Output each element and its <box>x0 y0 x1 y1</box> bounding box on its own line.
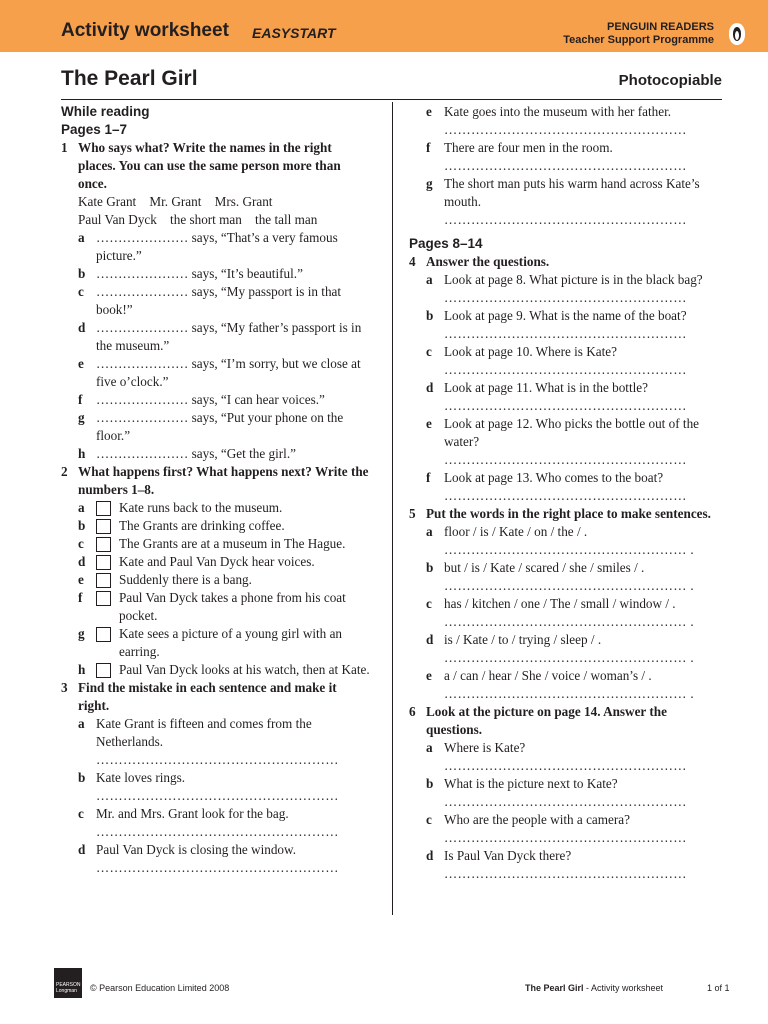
list-item: a ………………… says, “That’s a very famous picture.” <box>78 230 338 263</box>
list-item: e Suddenly there is a bang. <box>78 572 252 587</box>
question-4: 4 Answer the questions. <box>409 254 550 269</box>
list-item: d Kate and Paul Van Dyck hear voices. <box>78 554 315 569</box>
answer-line[interactable]: ……………………………………………… <box>444 452 687 467</box>
list-item: g The short man puts his warm hand across Kate’s mouth. <box>426 176 700 209</box>
worksheet-title: Activity worksheet <box>61 20 229 41</box>
list-item: b but / is / Kate / scared / she / smiles / . <box>426 560 645 575</box>
list-item: d is / Kate / to / trying / sleep / . <box>426 632 602 647</box>
right-column <box>409 103 722 883</box>
name-list-1: Kate Grant Mr. Grant Mrs. Grant <box>78 194 273 209</box>
answer-checkbox[interactable] <box>96 591 111 606</box>
list-item: c has / kitchen / one / The / small / window / . <box>426 596 676 611</box>
list-item: c Mr. and Mrs. Grant look for the bag. <box>78 806 289 821</box>
answer-line[interactable]: ……………………………………………… . <box>444 686 694 701</box>
list-item: e Kate goes into the museum with her father. <box>426 104 672 119</box>
copyright: © Pearson Education Limited 2008 <box>90 983 230 993</box>
list-item: d Look at page 11. What is in the bottle? <box>426 380 648 395</box>
pearson-logo-icon <box>54 968 82 998</box>
list-item: d Is Paul Van Dyck there? <box>426 848 572 863</box>
list-item: c The Grants are at a museum in The Hague. <box>78 536 346 551</box>
left-column <box>61 103 371 877</box>
list-item: e Look at page 12. Who picks the bottle out of the water? <box>426 416 700 449</box>
level-label: EASYSTART <box>252 25 336 41</box>
answer-line[interactable]: ……………………………………………… <box>96 752 339 767</box>
answer-line[interactable]: ……………………………………………… <box>96 788 339 803</box>
answer-checkbox[interactable] <box>96 501 111 516</box>
list-item: a Kate Grant is fifteen and comes from the Netherlands. <box>78 716 312 749</box>
answer-line[interactable]: ……………………………………………… <box>444 398 687 413</box>
answer-checkbox[interactable] <box>96 627 111 642</box>
logo-text: PEARSON Longman <box>56 982 81 994</box>
answer-checkbox[interactable] <box>96 537 111 552</box>
answer-line[interactable]: ……………………………………………… . <box>444 578 694 593</box>
name-list-2: Paul Van Dyck the short man the tall man <box>78 212 318 227</box>
list-item: b Look at page 9. What is the name of the boat? <box>426 308 687 323</box>
answer-checkbox[interactable] <box>96 519 111 534</box>
answer-line[interactable]: ……………………………………………… . <box>444 650 694 665</box>
list-item: f There are four men in the room. <box>426 140 613 155</box>
list-item: g Kate sees a picture of a young girl with an earring. <box>78 626 343 659</box>
divider <box>61 99 722 100</box>
list-item: c Look at page 10. Where is Kate? <box>426 344 617 359</box>
photocopiable-label: Photocopiable <box>618 72 722 89</box>
list-item: f ………………… says, “I can hear voices.” <box>78 392 325 407</box>
answer-line[interactable]: ……………………………………………… <box>444 488 687 503</box>
answer-line[interactable]: ……………………………………………… <box>444 362 687 377</box>
list-item: d Paul Van Dyck is closing the window. <box>78 842 296 857</box>
question-1: 1 Who says what? Write the names in the right places. You can use the same person more than once. <box>61 140 341 191</box>
list-item: f Look at page 13. Who comes to the boat? <box>426 470 664 485</box>
list-item: e ………………… says, “I’m sorry, but we close at five o’clock.” <box>78 356 361 389</box>
answer-line[interactable]: ……………………………………………… <box>444 866 687 881</box>
footer-doc-title: The Pearl Girl - Activity worksheet <box>525 983 664 993</box>
answer-line[interactable]: ……………………………………………… <box>444 758 687 773</box>
column-divider <box>392 102 393 915</box>
list-item: c ………………… says, “My passport is in that book!” <box>78 284 342 317</box>
list-item: h ………………… says, “Get the girl.” <box>78 446 296 461</box>
question-2: 2 What happens first? What happens next? Write the numbers 1–8. <box>61 464 369 497</box>
answer-line[interactable]: ……………………………………………… <box>444 158 687 173</box>
answer-line[interactable]: ……………………………………………… . <box>444 614 694 629</box>
header-bar <box>0 0 768 52</box>
answer-checkbox[interactable] <box>96 573 111 588</box>
answer-line[interactable]: ……………………………………………… <box>96 824 339 839</box>
list-item: b ………………… says, “It’s beautiful.” <box>78 266 303 281</box>
list-item: a Where is Kate? <box>426 740 526 755</box>
list-item: a Look at page 8. What picture is in the black bag? <box>426 272 703 287</box>
answer-checkbox[interactable] <box>96 663 111 678</box>
list-item: f Paul Van Dyck takes a phone from his coat pocket. <box>78 590 346 623</box>
pages-heading: Pages 1–7 <box>61 122 128 137</box>
answer-line[interactable]: ……………………………………………… <box>96 860 339 875</box>
answer-checkbox[interactable] <box>96 555 111 570</box>
list-item: b The Grants are drinking coffee. <box>78 518 285 533</box>
list-item: a Kate runs back to the museum. <box>78 500 283 515</box>
penguin-logo-icon <box>729 23 745 45</box>
answer-line[interactable]: ……………………………………………… <box>444 122 687 137</box>
answer-line[interactable]: ……………………………………………… <box>444 212 687 227</box>
answer-line[interactable]: ……………………………………………… <box>444 290 687 305</box>
book-title: The Pearl Girl <box>61 67 198 90</box>
answer-line[interactable]: ……………………………………………… <box>444 830 687 845</box>
question-5: 5 Put the words in the right place to make sentences. <box>409 506 711 521</box>
section-heading: While reading <box>61 104 150 119</box>
question-3: 3 Find the mistake in each sentence and make it right. <box>61 680 337 713</box>
brand-line-1: PENGUIN READERS <box>607 21 714 33</box>
brand-text <box>563 21 714 47</box>
pages-heading: Pages 8–14 <box>409 236 483 251</box>
list-item: b Kate loves rings. <box>78 770 185 785</box>
list-item: b What is the picture next to Kate? <box>426 776 618 791</box>
page-number: 1 of 1 <box>707 983 730 993</box>
list-item: a floor / is / Kate / on / the / . <box>426 524 588 539</box>
list-item: d ………………… says, “My father’s passport is in the museum.” <box>78 320 362 353</box>
question-6: 6 Look at the picture on page 14. Answer the questions. <box>409 704 667 737</box>
list-item: g ………………… says, “Put your phone on the floor.” <box>78 410 344 443</box>
list-item: h Paul Van Dyck looks at his watch, then at Kate. <box>78 662 370 677</box>
brand-line-2: Teacher Support Programme <box>563 34 714 46</box>
answer-line[interactable]: ……………………………………………… . <box>444 542 694 557</box>
list-item: c Who are the people with a camera? <box>426 812 630 827</box>
list-item: e a / can / hear / She / voice / woman’s / . <box>426 668 652 683</box>
answer-line[interactable]: ……………………………………………… <box>444 794 687 809</box>
answer-line[interactable]: ……………………………………………… <box>444 326 687 341</box>
